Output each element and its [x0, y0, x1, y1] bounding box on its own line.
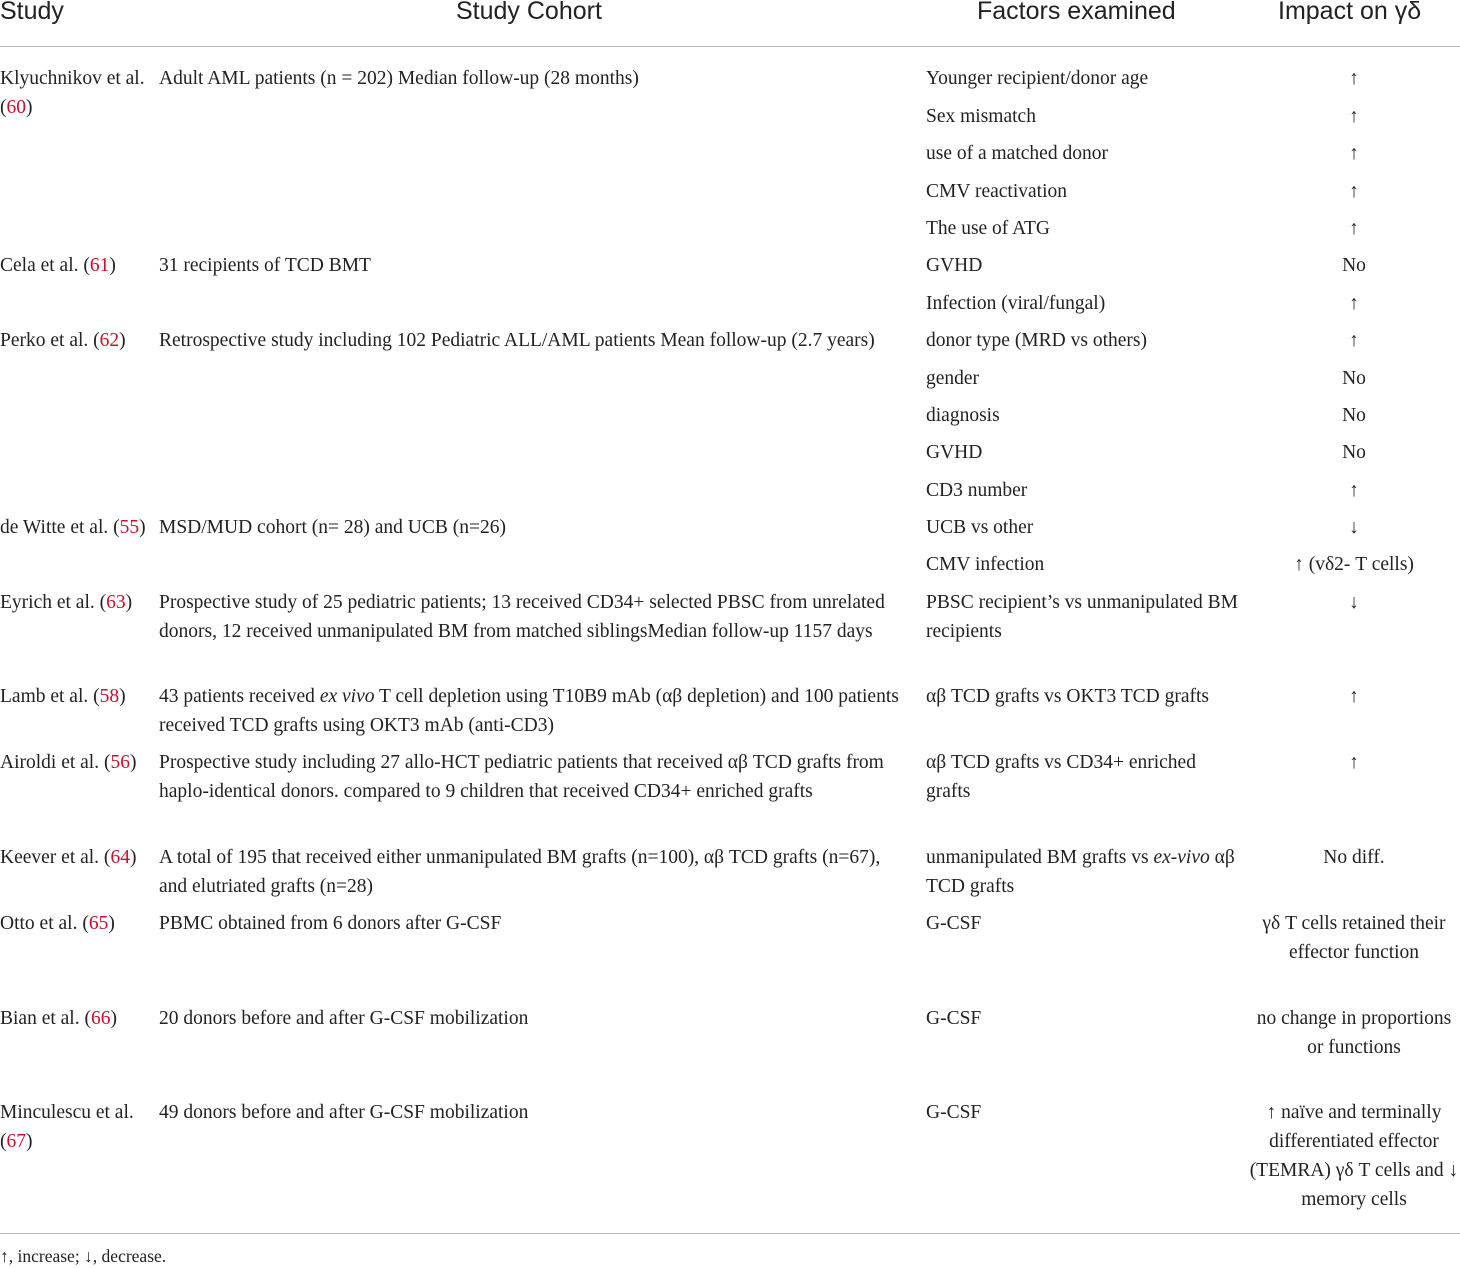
impact-cell: ↑	[1349, 330, 1359, 351]
text-run: MSD/MUD cohort (n= 28) and UCB (n=26)	[159, 517, 506, 538]
table-footnote	[0, 1233, 1460, 1266]
cohort-cell	[159, 748, 904, 806]
study-cell	[0, 64, 150, 122]
factor-cell	[926, 909, 1244, 938]
text-run: )	[139, 517, 146, 538]
impact-cell: ↓	[1349, 517, 1359, 538]
reference-link[interactable]: 65	[88, 913, 109, 934]
text-run: 43 patients received	[159, 686, 320, 707]
factor-cell	[926, 1098, 1244, 1127]
factor-cell	[926, 550, 1244, 579]
factor-cell	[926, 364, 1244, 393]
text-run: CMV reactivation	[926, 181, 1067, 202]
text-run: donor type (MRD vs others)	[926, 330, 1147, 351]
factor-cell	[926, 476, 1244, 505]
factor-cell	[926, 401, 1244, 430]
text-run: T cell depletion using T10B9 mAb (αβ depletion) and 100 patients received TCD grafts using OKT3 mAb (anti-CD3)	[159, 686, 899, 736]
text-run: )	[125, 592, 133, 613]
text-run: GVHD	[926, 255, 983, 276]
reference-link[interactable]: 64	[110, 847, 130, 868]
header-factors-examined: Factors examined	[977, 0, 1176, 25]
text-run: G-CSF	[926, 1102, 982, 1123]
reference-link[interactable]: 60	[6, 97, 26, 118]
text-run: )	[26, 97, 33, 118]
factor-cell	[926, 289, 1244, 318]
factor-cell	[926, 102, 1244, 131]
impact-cell: ↑ (vδ2- T cells)	[1294, 554, 1414, 575]
factor-cell	[926, 177, 1244, 206]
text-run: Keever et al. (	[0, 847, 111, 868]
reference-link[interactable]: 62	[99, 330, 120, 351]
italic-text: ex vivo	[319, 686, 375, 707]
impact-cell: γδ T cells retained their effector function	[1262, 913, 1446, 963]
text-run: PBMC obtained from 6 donors after G-CSF	[159, 913, 502, 934]
text-run: Prospective study of 25 pediatric patients; 13 received CD34+ selected PBSC from unrelated donors, 12 received unmanipulated BM from matched siblingsMedian follow-up 1157 days	[159, 592, 885, 642]
text-run: Klyuchnikov et al. (	[0, 68, 145, 118]
text-run: αβ TCD grafts	[926, 847, 1235, 897]
factor-cell	[926, 1004, 1244, 1033]
text-run: Lamb et al. (	[0, 686, 100, 707]
text-run: 31 recipients of TCD BMT	[159, 255, 371, 276]
text-run: Infection (viral/fungal)	[926, 293, 1106, 314]
text-run: )	[119, 330, 126, 351]
text-run: PBSC recipient’s vs unmanipulated BM recipients	[926, 592, 1238, 642]
text-run: Prospective study including 27 allo-HCT pediatric patients that received αβ TCD grafts from haplo-identical donors. compared to 9 children that received CD34+ enriched grafts	[159, 752, 884, 802]
impact-cell: ↑	[1349, 68, 1359, 89]
text-run: use of a matched donor	[926, 143, 1108, 164]
text-run: Perko et al. (	[0, 330, 100, 351]
text-run: 49 donors before and after G-CSF mobilization	[159, 1102, 529, 1123]
text-run: Younger recipient/donor age	[926, 68, 1149, 89]
impact-cell: ↑	[1349, 218, 1359, 239]
cohort-cell	[159, 682, 904, 740]
text-run: unmanipulated BM grafts vs	[926, 847, 1154, 868]
factor-cell	[926, 682, 1244, 711]
impact-cell: ↑	[1349, 293, 1359, 314]
text-run: UCB vs other	[926, 517, 1034, 538]
text-run: Minculescu et al. (	[0, 1102, 134, 1152]
italic-text: ex-vivo	[1153, 847, 1210, 868]
impact-cell: ↑	[1349, 480, 1359, 501]
text-run: G-CSF	[926, 1008, 982, 1029]
impact-cell: ↑	[1349, 752, 1359, 773]
study-cell	[0, 513, 150, 542]
impact-cell: No	[1342, 405, 1366, 426]
text-run: CD3 number	[926, 480, 1028, 501]
text-run: 20 donors before and after G-CSF mobilization	[159, 1008, 529, 1029]
study-cell	[0, 682, 150, 711]
reference-link[interactable]: 63	[106, 592, 126, 613]
impact-cell: No	[1342, 442, 1366, 463]
cohort-cell	[159, 588, 904, 646]
impact-cell: ↑	[1349, 181, 1359, 202]
factor-cell	[926, 251, 1244, 280]
factor-cell	[926, 513, 1244, 542]
reference-link[interactable]: 56	[110, 752, 130, 773]
cohort-cell	[159, 326, 904, 355]
factor-cell	[926, 139, 1244, 168]
cohort-cell	[159, 843, 904, 901]
text-run: )	[108, 913, 115, 934]
text-run: )	[26, 1131, 33, 1152]
text-run: )	[109, 255, 116, 276]
factor-cell	[926, 64, 1244, 93]
reference-link[interactable]: 61	[89, 255, 110, 276]
text-run: Cela et al. (	[0, 255, 90, 276]
text-run: αβ TCD grafts vs CD34+ enriched grafts	[926, 752, 1196, 802]
impact-cell: No	[1342, 368, 1366, 389]
reference-link[interactable]: 67	[6, 1131, 26, 1152]
factor-cell	[926, 214, 1244, 243]
impact-cell: ↑	[1349, 106, 1359, 127]
study-cell	[0, 748, 150, 777]
impact-cell: no change in proportions or functions	[1256, 1008, 1452, 1058]
text-run: Otto et al. (	[0, 913, 89, 934]
cohort-cell	[159, 1098, 904, 1127]
text-run: de Witte et al. (	[0, 517, 120, 538]
factor-cell	[926, 748, 1244, 806]
impact-cell: No diff.	[1323, 847, 1385, 868]
factor-cell	[926, 843, 1244, 901]
reference-link[interactable]: 55	[119, 517, 140, 538]
study-cell	[0, 909, 150, 938]
reference-link[interactable]: 58	[99, 686, 120, 707]
cohort-cell	[159, 1004, 904, 1033]
footnote-text: ↑, increase; ↓, decrease.	[0, 1246, 167, 1266]
text-run: The use of ATG	[926, 218, 1051, 239]
impact-cell: ↑ naïve and terminally differentiated effector (TEMRA) γδ T cells and ↓ memory cells	[1249, 1102, 1459, 1210]
text-run: Sex mismatch	[926, 106, 1036, 127]
factor-cell	[926, 588, 1244, 646]
text-run: Bian et al. (	[0, 1008, 91, 1029]
factor-cell	[926, 438, 1244, 467]
impact-cell: No	[1342, 255, 1366, 276]
text-run: gender	[926, 368, 980, 389]
impact-cell: ↑	[1349, 686, 1359, 707]
text-run: )	[129, 752, 137, 773]
text-run: )	[110, 1008, 117, 1029]
study-cell	[0, 588, 150, 617]
text-run: G-CSF	[926, 913, 982, 934]
header-impact: Impact on γδ	[1278, 0, 1422, 25]
study-cell	[0, 843, 150, 872]
text-run: )	[129, 847, 137, 868]
reference-link[interactable]: 66	[90, 1008, 111, 1029]
impact-cell: ↑	[1349, 143, 1359, 164]
factor-cell	[926, 326, 1244, 355]
study-cell	[0, 251, 150, 280]
study-cell	[0, 326, 150, 355]
text-run: Retrospective study including 102 Pediatric ALL/AML patients Mean follow-up (2.7 years)	[159, 330, 875, 351]
cohort-cell	[159, 909, 904, 938]
header-study-cohort: Study Cohort	[456, 0, 602, 25]
text-run: CMV infection	[926, 554, 1045, 575]
text-run: )	[119, 686, 126, 707]
study-cell	[0, 1004, 150, 1033]
text-run: Airoldi et al. (	[0, 752, 111, 773]
cohort-cell	[159, 251, 904, 280]
header-study: Study	[0, 0, 64, 25]
impact-cell: ↓	[1349, 592, 1359, 613]
text-run: Adult AML patients (n = 202) Median follow-up (28 months)	[159, 68, 639, 89]
study-cell	[0, 1098, 150, 1156]
cohort-cell	[159, 513, 904, 542]
text-run: A total of 195 that received either unmanipulated BM grafts (n=100), αβ TCD grafts (n=67), and elutriated grafts (n=28)	[159, 847, 881, 897]
cohort-cell	[159, 64, 904, 93]
text-run: diagnosis	[926, 405, 1000, 426]
text-run: GVHD	[926, 442, 983, 463]
text-run: αβ TCD grafts vs OKT3 TCD grafts	[926, 686, 1209, 707]
text-run: Eyrich et al. (	[0, 592, 107, 613]
